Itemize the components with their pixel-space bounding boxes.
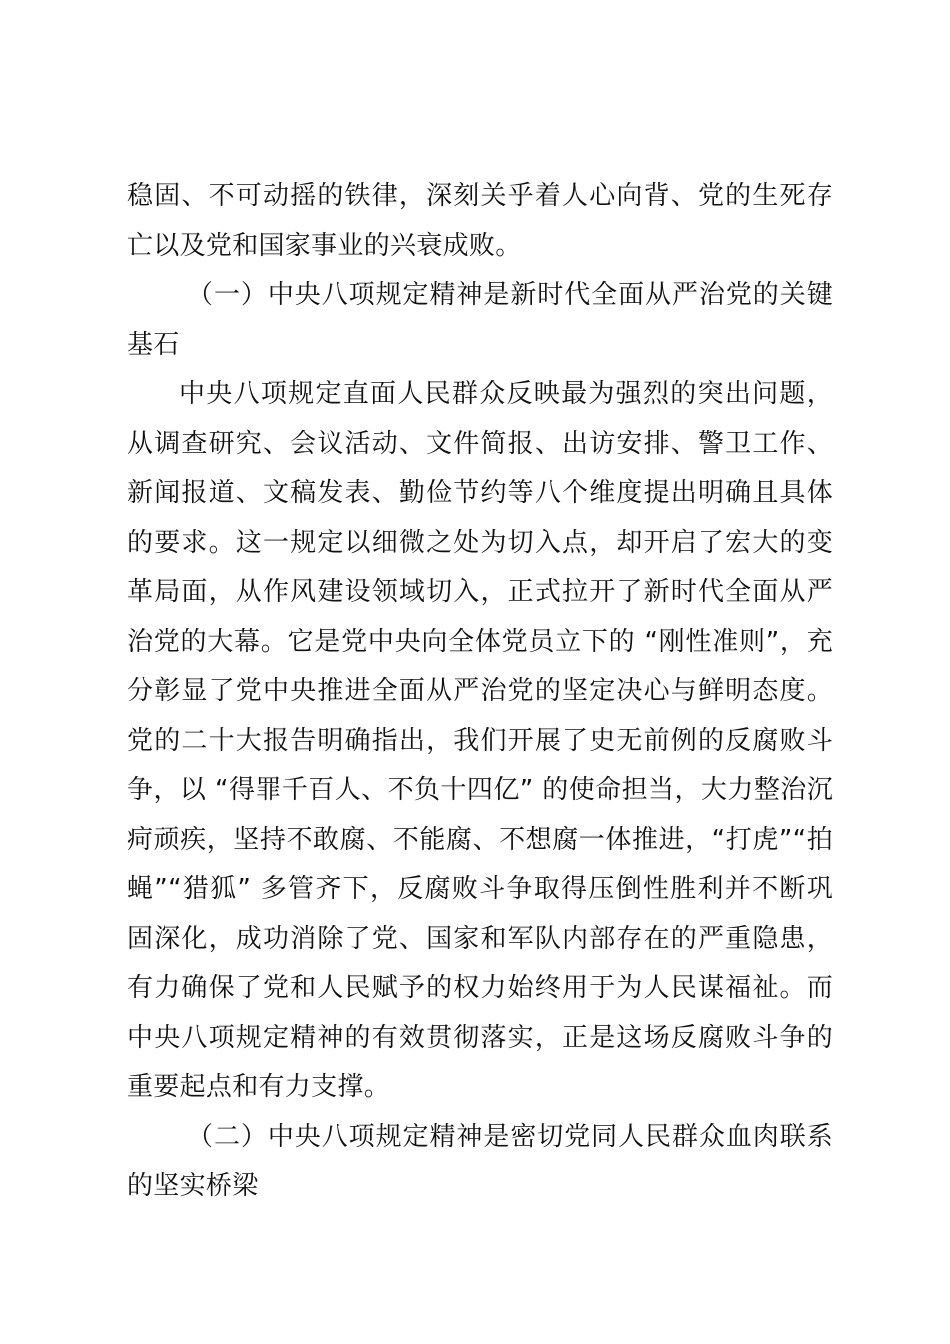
section-heading-one: （一）中央八项规定精神是新时代全面从严治党的关键基石 [127, 280, 833, 360]
continued-paragraph: 稳固、不可动摇的铁律，深刻关乎着人心向背、党的生死存亡以及党和国家事业的兴衰成败。 [127, 181, 833, 261]
body-paragraph: 中央八项规定直面人民群众反映最为强烈的突出问题，从调查研究、会议活动、文件简报、出访安排、警卫工作、新闻报道、文稿发表、勤俭节约等八个维度提出明确且具体的要求。这一规定以细微之处为切入点，却开启了宏大的变革局面，从作风建设领域切入，正式拉开了新时代全面从严治党的大幕。它是党中央向全体党员立下的 “刚性准则”，充分彰显了党中央推进全面从严治党的坚定决心与鲜明态度。党的二十大报告明确指出，我们开展了史无前例的反腐败斗争，以 “得罪千百人、不负十四亿” 的使命担当，大力整治沉疴顽疾，坚持不敢腐、不能腐、不想腐一体推进，“打虎”“拍蝇”“猎狐” 多管齐下，反腐败斗争取得压倒性胜利并不断巩固深化，成功消除了党、国家和军队内部存在的严重隐患，有力确保了党和人民赋予的权力始终用于为人民谋福祉。而中央八项规定精神的有效贯彻落实，正是这场反腐败斗争的重要起点和有力支撑。 [127, 379, 833, 1102]
section-heading-two: （二）中央八项规定精神是密切党同人民群众血肉联系的坚实桥梁 [127, 1121, 833, 1201]
document-body [127, 172, 833, 1212]
